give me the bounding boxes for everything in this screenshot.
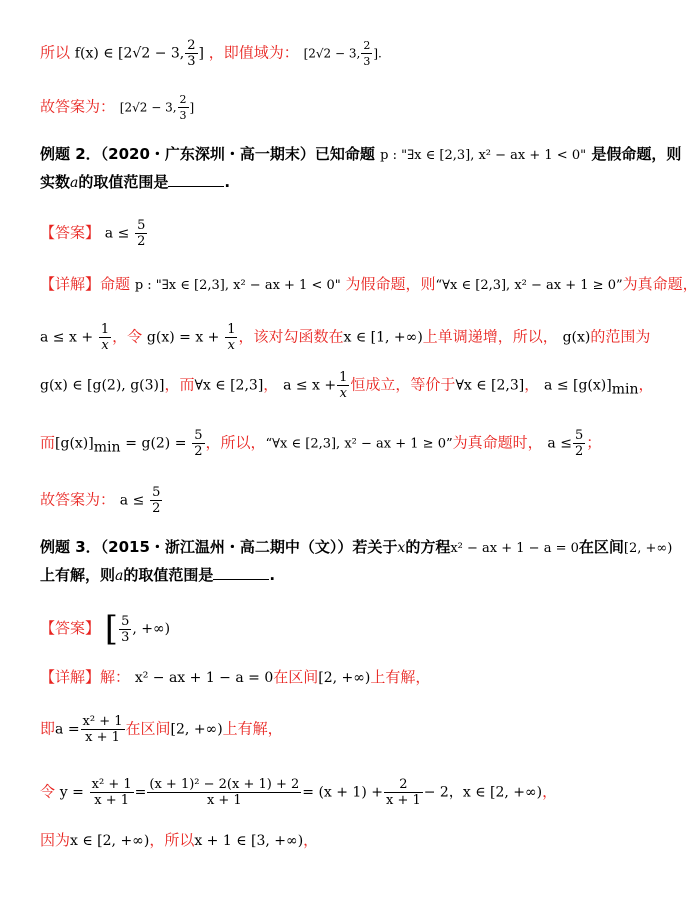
- math-expr: a ≤: [104, 225, 130, 242]
- frac-den: x + 1: [85, 730, 120, 745]
- text: 即: [40, 719, 56, 738]
- subscript: min: [611, 381, 639, 398]
- math-expr: = g(2) =: [125, 435, 187, 452]
- fraction: [81, 714, 125, 745]
- text: ，所以: [149, 831, 195, 849]
- example3-title-line2: [40, 565, 275, 586]
- frac-num: 5: [137, 218, 146, 233]
- text: 为真命题时，: [452, 433, 543, 452]
- frac-num: 5: [194, 428, 203, 443]
- math-expr: y =: [59, 784, 84, 801]
- frac-den: 3: [121, 629, 130, 645]
- fraction: [119, 614, 131, 645]
- example3-detail-3: 令 y = $\frac{\text{x² + 1}}{x + 1}$ = $\frac{\text{(x + 1)² − 2(x + 1) + 2}}{x + 1}$ = (x + 1) + $\frac{2}{x + 1}$ − 2，x ∈ [2, +∞)，: [40, 777, 558, 808]
- example2-title: [40, 144, 681, 166]
- text: ，: [542, 782, 558, 801]
- frac-num: x² + 1: [91, 777, 132, 792]
- math-expr: [2, +∞): [170, 721, 223, 738]
- math-expr: a ≤: [119, 492, 145, 509]
- frac-den: x: [339, 386, 347, 401]
- text: ；: [586, 433, 602, 452]
- fraction: [90, 777, 134, 808]
- math-expr: [2√2 − 3,: [303, 46, 361, 61]
- text: 因为: [40, 831, 71, 849]
- text: 上有解，则: [40, 566, 116, 584]
- math-expr: x² − ax + 1 − a = 0: [134, 670, 274, 686]
- text: 令: [40, 782, 56, 801]
- answer-line-1: 故答案为： [2√2 − 3, $\frac{2}{3}$ ]: [40, 93, 195, 122]
- frac-num: 5: [121, 613, 130, 629]
- result-range-line: 所以 f(x) ∈ [2√2 − 3, $\frac{2}{3}$ ] ，即值域为： [2√2 − 3, $\frac{2}{3}$ ].: [40, 38, 382, 69]
- frac-den: 3: [179, 109, 187, 122]
- example3-title: [40, 537, 672, 559]
- text: 的取值范围是: [123, 566, 214, 584]
- math-expr: [2, +∞): [318, 670, 371, 686]
- subscript: min: [93, 439, 121, 456]
- frac-den: x + 1: [206, 793, 242, 808]
- text: 的范围为: [590, 327, 651, 346]
- text: 例题 2．（2020・广东深圳・高一期末）已知命题: [40, 145, 375, 163]
- math-var: x: [397, 540, 406, 556]
- text: ，: [303, 831, 319, 849]
- math-expr: p : "∃x ∈ [2,3], x² − ax + 1 < 0": [380, 148, 587, 163]
- text: 命题: [100, 275, 131, 293]
- example3-answer: [40, 609, 171, 649]
- frac-den: x + 1: [94, 793, 130, 808]
- example3-detail-2: [40, 714, 283, 745]
- frac-num: 2: [179, 93, 187, 106]
- math-expr: x ∈ [2, +∞): [70, 833, 150, 849]
- bracket: [: [104, 609, 119, 649]
- example2-final-answer: [40, 485, 163, 516]
- detail-label: 【详解】: [40, 275, 101, 293]
- text: 是假命题，则: [591, 145, 682, 163]
- frac-den: 2: [574, 444, 584, 459]
- text: 故答案为：: [40, 97, 116, 116]
- text: 在区间: [125, 719, 171, 738]
- text: 而: [40, 433, 56, 452]
- math-expr: ∀x ∈ [2,3]: [194, 377, 264, 394]
- math-expr: a ≤ [g(x)]: [544, 377, 612, 394]
- example2-detail-3: [40, 370, 654, 401]
- math-expr: g(x) ∈ [g(2), g(3)]: [40, 377, 165, 394]
- example3-detail-1: [40, 667, 430, 688]
- example2-detail-4: [40, 428, 601, 459]
- text: ，该对勾函数在: [238, 327, 344, 346]
- math-expr: “∀x ∈ [2,3], x² − ax + 1 ≥ 0”: [265, 436, 453, 452]
- fraction: [573, 428, 585, 459]
- text: ，: [524, 375, 540, 394]
- text: 为假命题，则: [345, 275, 436, 293]
- math-var: a: [115, 568, 124, 584]
- math-expr: x + 1 ∈ [3, +∞): [194, 833, 304, 849]
- fraction: [135, 218, 147, 249]
- frac-num: 1: [227, 322, 236, 337]
- answer-blank: [213, 565, 269, 580]
- fraction: [147, 777, 301, 808]
- frac-den: 3: [187, 54, 196, 69]
- example2-title-line2: [40, 172, 230, 193]
- math-expr: g(x) = x +: [146, 329, 220, 346]
- example2-answer: [40, 218, 148, 249]
- example3-detail-4: [40, 830, 318, 851]
- text: 在区间: [578, 538, 624, 556]
- example2-detail-1: [40, 274, 698, 296]
- text: 上单调递增，所以，: [422, 327, 558, 346]
- math-expr: [g(x)]: [55, 435, 94, 452]
- text: 的方程: [405, 538, 451, 556]
- frac-num: (x + 1)² − 2(x + 1) + 2: [149, 777, 300, 792]
- frac-num: 5: [152, 485, 161, 500]
- text: 解：: [100, 668, 131, 686]
- math-expr: [2, +∞): [623, 541, 673, 556]
- frac-den: x: [227, 338, 236, 353]
- text: 所以: [40, 43, 71, 62]
- math-expr: a ≤: [547, 435, 572, 452]
- frac-num: 2: [187, 38, 196, 53]
- fraction: [361, 38, 372, 69]
- text: 上有解，: [370, 668, 431, 686]
- fraction: [337, 370, 349, 401]
- frac-den: 3: [363, 55, 371, 68]
- text: 的取值范围是: [78, 173, 169, 191]
- answer-blank: [168, 172, 224, 187]
- fraction: [225, 322, 237, 353]
- text: 在区间: [273, 668, 319, 686]
- math-expr: x ∈ [1, +∞): [343, 329, 423, 346]
- math-expr: x² − ax + 1 − a = 0: [450, 541, 579, 556]
- frac-num: 2: [384, 777, 423, 793]
- fraction: [99, 322, 111, 353]
- math-expr: ，x ∈ [2, +∞): [448, 784, 543, 801]
- math-expr: a ≤ x +: [40, 329, 94, 346]
- text: .: [269, 566, 276, 584]
- fraction: [150, 485, 162, 516]
- math-expr: p : "∃x ∈ [2,3], x² − ax + 1 < 0": [134, 278, 341, 293]
- text: 上有解，: [222, 719, 283, 738]
- math-expr: a =: [55, 721, 80, 738]
- text: ，: [638, 375, 654, 394]
- answer-label: 【答案】: [40, 223, 101, 242]
- math-var: a: [70, 175, 79, 191]
- frac-den: 2: [152, 501, 161, 516]
- frac-num: x² + 1: [82, 714, 123, 729]
- frac-num: 1: [100, 322, 110, 337]
- frac-den: x + 1: [385, 793, 421, 808]
- frac-num: 1: [339, 370, 348, 385]
- fraction: [185, 38, 197, 69]
- math-expr: [2√2 − 3,: [119, 100, 177, 115]
- math-expr: “∀x ∈ [2,3], x² − ax + 1 ≥ 0”: [435, 278, 623, 293]
- frac-num: 2: [363, 39, 371, 52]
- text: ，而: [164, 375, 195, 394]
- math-expr: = (x + 1) +: [302, 784, 383, 801]
- frac-num: 5: [574, 428, 584, 443]
- frac-den: x: [101, 338, 109, 353]
- text: 实数: [40, 173, 71, 191]
- text: 恒成立，等价于: [350, 375, 456, 394]
- text: 为真命题，: [622, 275, 698, 293]
- frac-den: 2: [137, 234, 146, 249]
- text: ，所以，: [205, 433, 266, 452]
- detail-label: 【详解】: [40, 668, 101, 686]
- math-expr: a ≤ x +: [283, 377, 337, 394]
- text: ，: [263, 375, 279, 394]
- text: .: [224, 173, 231, 191]
- math-expr: f(x) ∈ [2√2 − 3,: [74, 45, 185, 62]
- text: ，即值域为：: [208, 43, 299, 62]
- math-expr: g(x): [562, 329, 591, 346]
- fraction: [384, 777, 423, 808]
- text: 故答案为：: [40, 490, 116, 509]
- text: ，令: [112, 327, 143, 346]
- fraction: [192, 428, 204, 459]
- example2-detail-2: [40, 322, 650, 353]
- frac-den: 2: [194, 444, 203, 459]
- math-expr: − 2: [423, 784, 449, 801]
- text: 例题 3．（2015・浙江温州・高二期中（文））若关于: [40, 538, 398, 556]
- math-expr: ∀x ∈ [2,3]: [455, 377, 525, 394]
- answer-label: 【答案】: [40, 619, 101, 637]
- fraction: [178, 92, 189, 123]
- math-expr: , +∞): [132, 621, 171, 637]
